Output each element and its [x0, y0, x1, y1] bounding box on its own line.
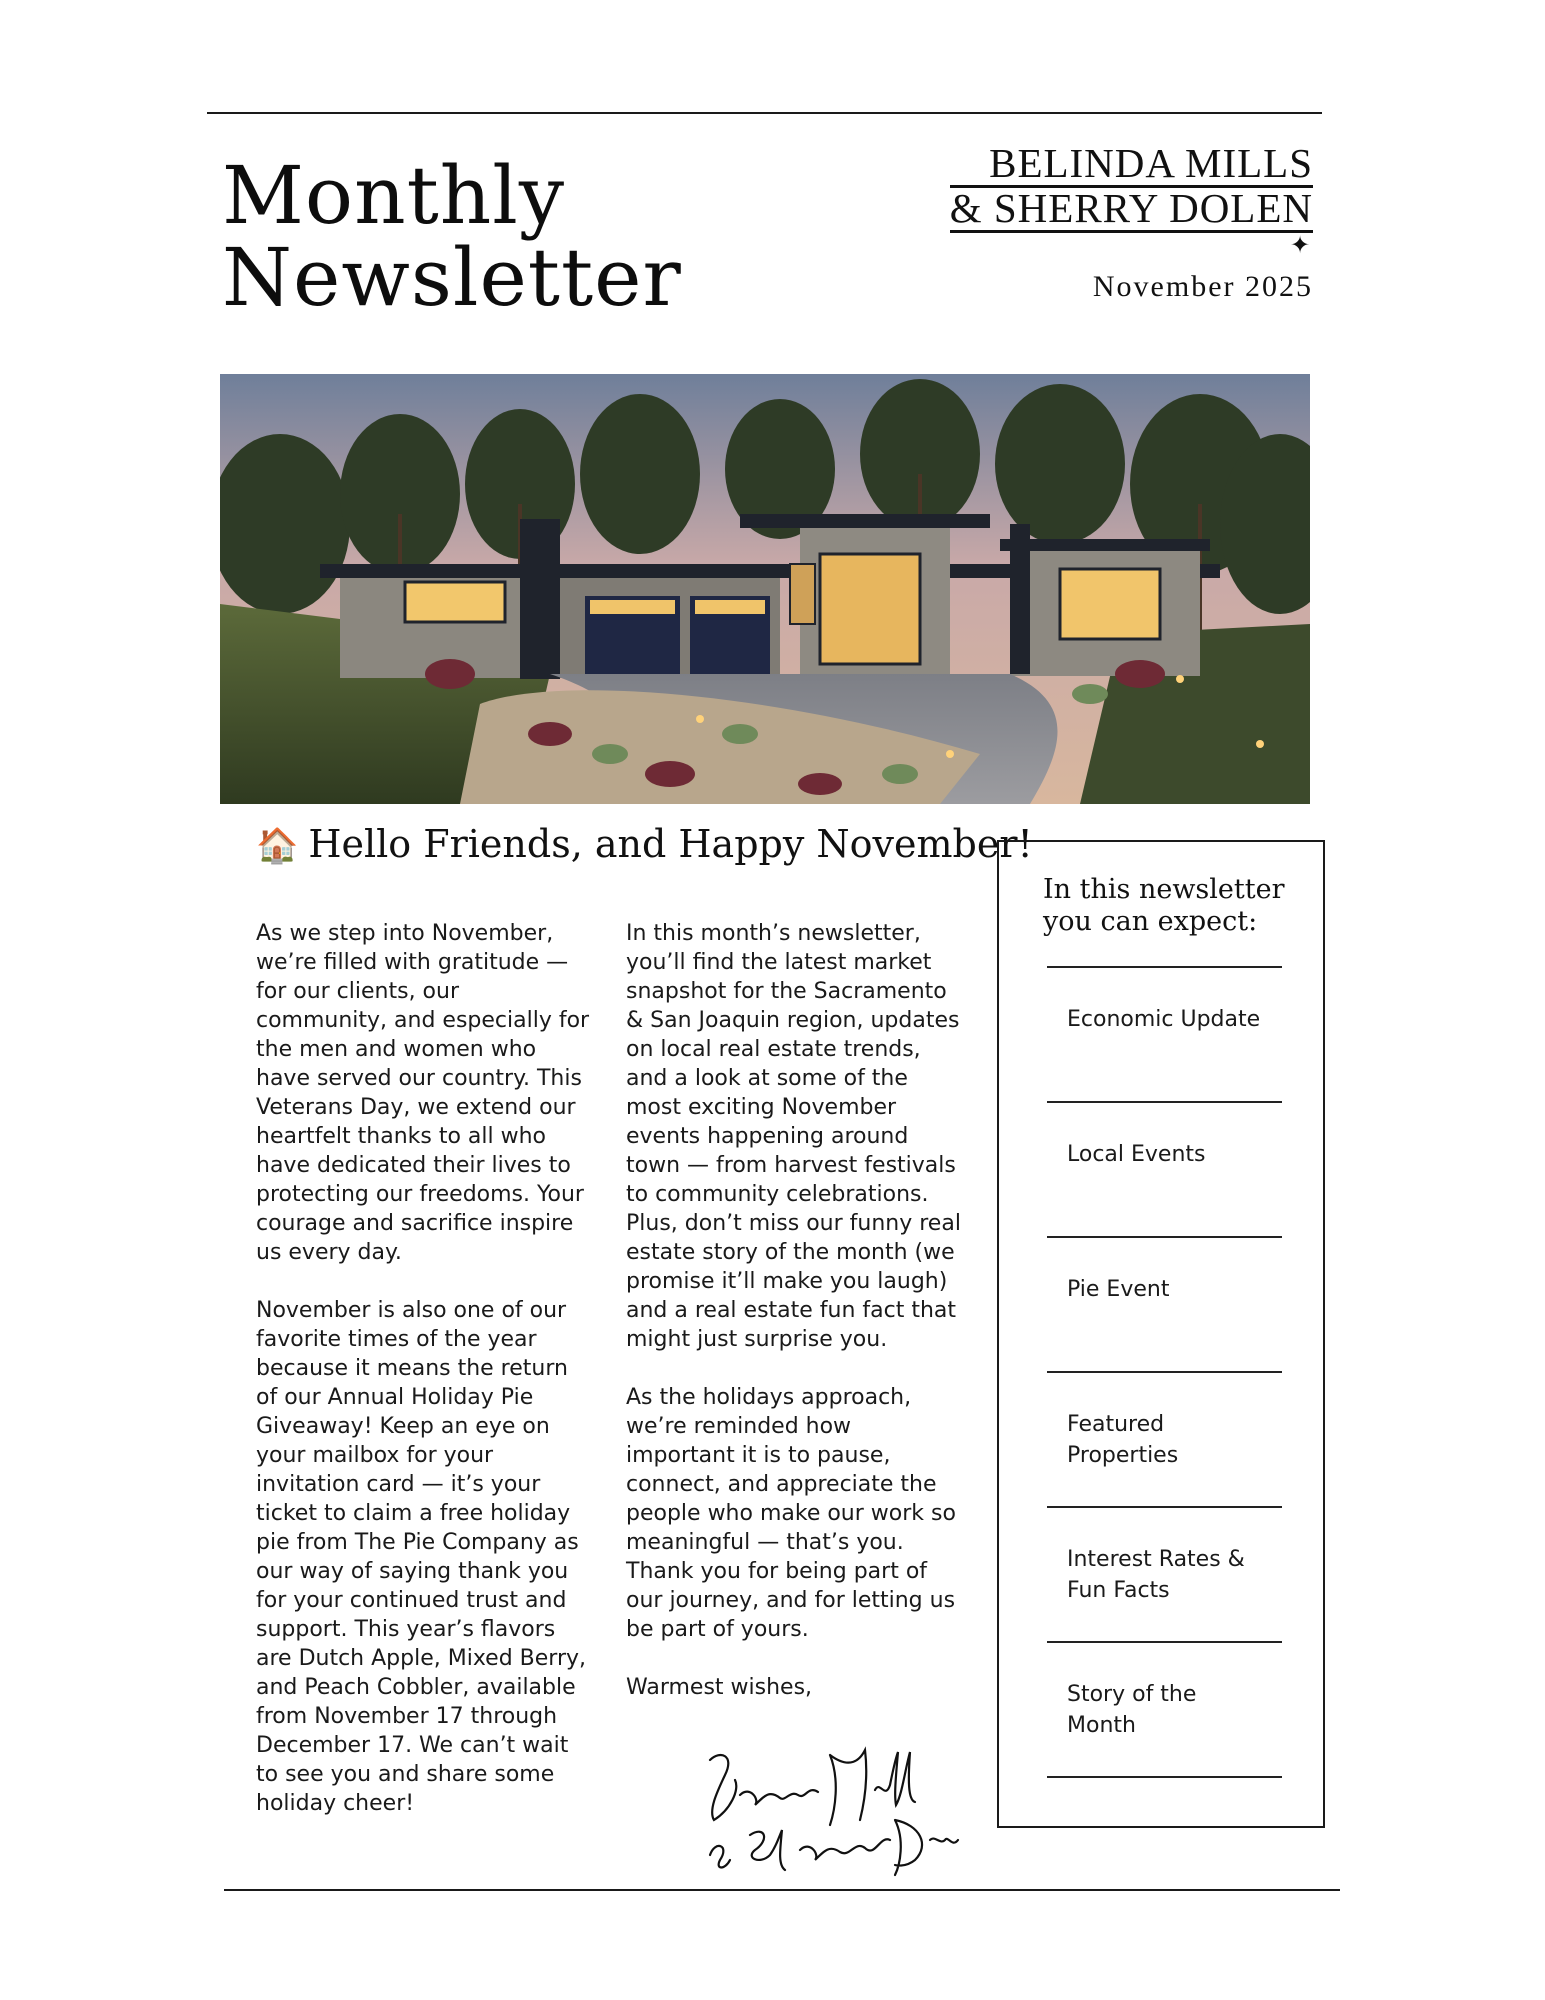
contents-heading-line-1: In this newsletter — [1043, 874, 1285, 905]
contents-item-label: Story of the Month — [1067, 1682, 1197, 1738]
author-line-1: BELINDA MILLS — [950, 143, 1313, 188]
top-divider — [207, 112, 1322, 114]
contents-item-label: Economic Update — [1067, 1007, 1261, 1032]
contents-heading-line-2: you can expect: — [1043, 906, 1258, 937]
contents-item-featured-properties — [1047, 1371, 1282, 1505]
body-column-right — [626, 919, 966, 1731]
greeting-text: Hello Friends, and Happy November! — [308, 822, 1033, 866]
title-line-2: Newsletter — [222, 231, 682, 324]
contents-item-economic-update — [1047, 966, 1282, 1100]
contents-item-label: Pie Event — [1067, 1277, 1170, 1302]
house-illustration — [220, 374, 1310, 804]
contents-box — [997, 840, 1325, 1828]
issue-date: November 2025 — [1092, 270, 1313, 303]
contents-heading — [1043, 874, 1284, 938]
bottom-divider — [224, 1889, 1340, 1891]
author-names — [949, 140, 1313, 233]
house-icon: 🏠 — [256, 826, 299, 866]
paragraph-pie-giveaway: November is also one of our favorite times of the year because it means the return of our Annual Holiday Pie Giveaway! Keep an eye on your mailbox for your invitation card — it’s your ticket to claim a free holiday pie from The Pie Company as our way of saying thank you for your continued trust and support. This year’s flavors are Dutch Apple, Mixed Berry, and Peach Cobbler, available from November 17 through December 17. We can’t wait to see you and share some holiday cheer! — [256, 1298, 586, 1816]
contents-item-label: Featured Properties — [1067, 1412, 1179, 1468]
contents-item-label: Interest Rates & Fun Facts — [1067, 1547, 1245, 1603]
contents-item-local-events — [1047, 1101, 1282, 1235]
page-title — [222, 149, 682, 324]
greeting-heading — [256, 818, 1033, 872]
contents-item-story-of-month — [1047, 1641, 1282, 1775]
contents-item-interest-rates — [1047, 1506, 1282, 1640]
hero-image — [220, 374, 1310, 804]
contents-item-pie-event — [1047, 1236, 1282, 1370]
sparkle-icon: ✦ — [1290, 231, 1311, 259]
paragraph-veterans-day: As we step into November, we’re filled with gratitude — for our clients, our community, and especially for the men and women who have served our country. This Veterans Day, we extend our heartfelt thanks to all who have dedicated their lives to protecting our freedoms. Your courage and sacrifice inspire us every day. — [256, 921, 590, 1265]
paragraph-holidays: As the holidays approach, we’re reminded how important it is to pause, connect, and appreciate the people who make our work so meaningful — that’s you. Thank you for being part of our journey, and for letting us be part of yours. — [626, 1385, 956, 1642]
handwritten-signature — [690, 1740, 960, 1880]
closing-line: Warmest wishes, — [626, 1675, 813, 1700]
contents-end-divider — [1047, 1776, 1282, 1778]
body-column-left — [256, 919, 596, 1847]
paragraph-newsletter-overview: In this month’s newsletter, you’ll find the latest market snapshot for the Sacramento & San Joaquin region, updates on local real estate trends, and a look at some of the most exciting November events happening around town — from harvest festivals to community celebrations. Plus, don’t miss our funny real estate story of the month (we promise it’ll make you laugh) and a real estate fun fact that might just surprise you. — [626, 921, 961, 1352]
contents-item-label: Local Events — [1067, 1142, 1206, 1167]
title-line-1: Monthly — [222, 149, 566, 242]
author-line-2: & SHERRY DOLEN — [949, 185, 1313, 231]
signature-graphic — [690, 1740, 960, 1880]
